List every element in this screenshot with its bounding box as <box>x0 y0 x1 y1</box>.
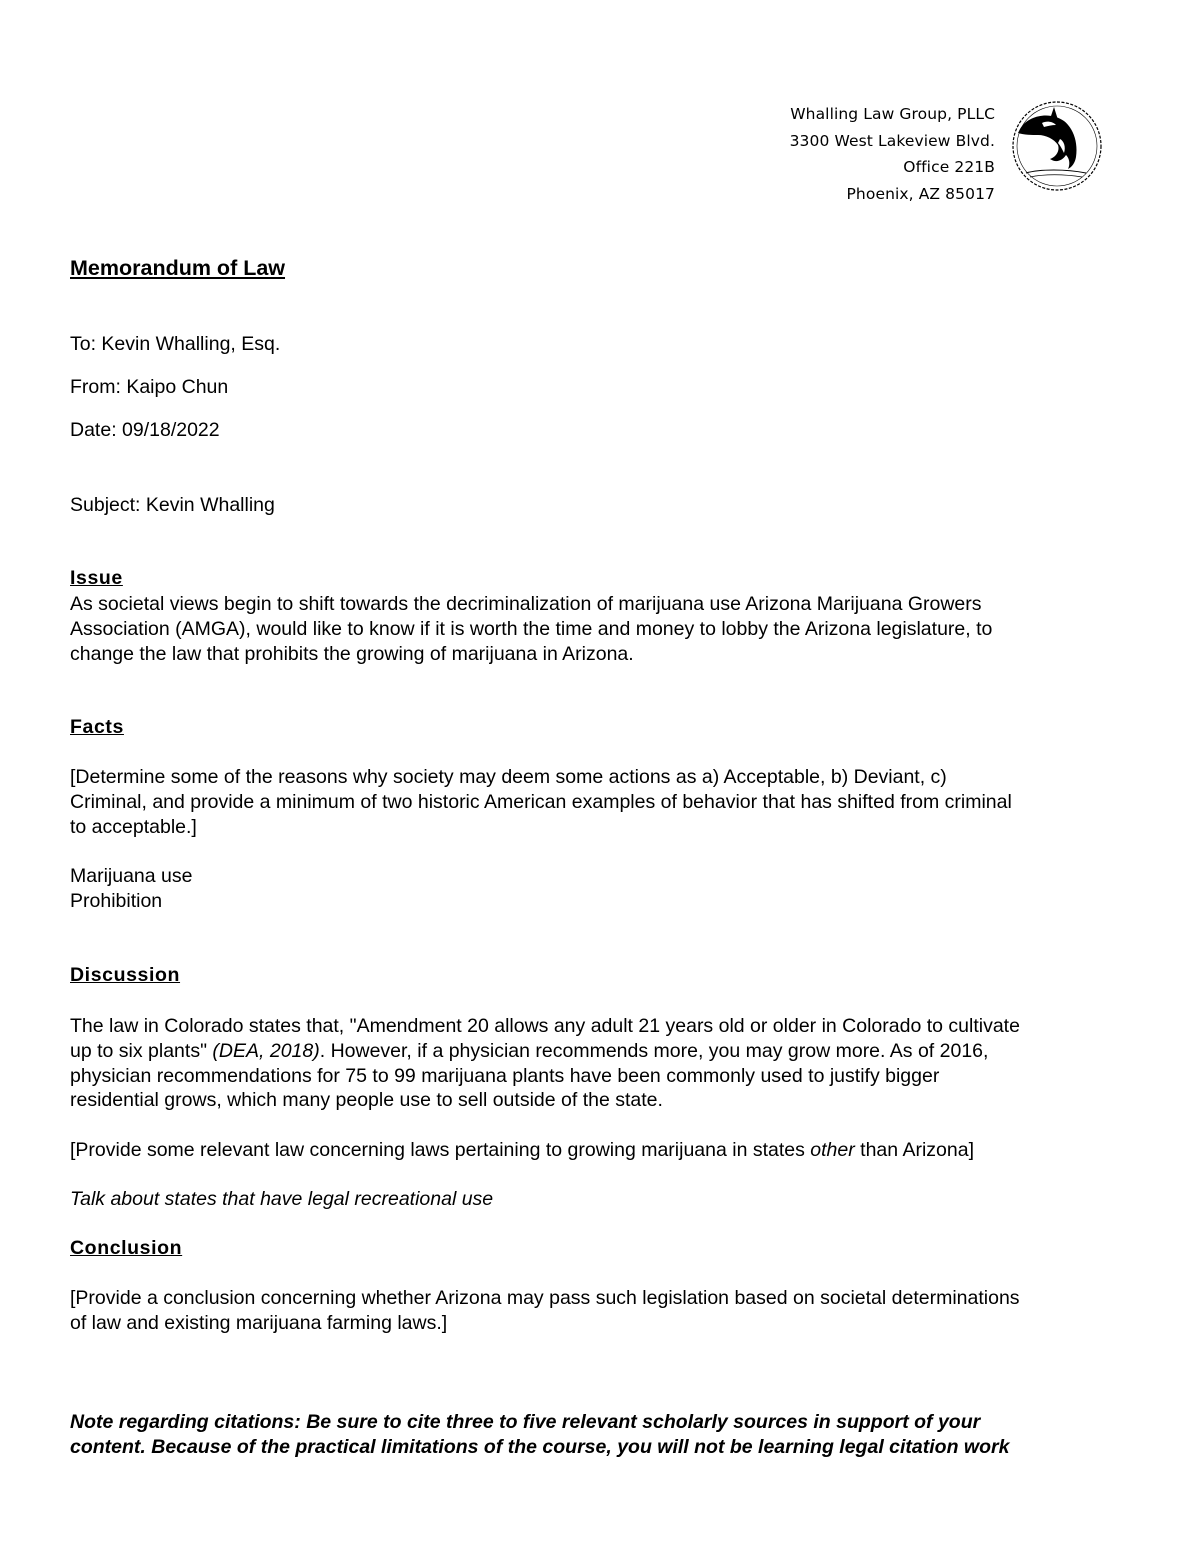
facts-item-marijuana-use: Marijuana use <box>70 865 193 887</box>
issue-paragraph <box>70 592 1135 666</box>
conclusion-prompt <box>70 1286 1135 1336</box>
discussion-prompt-b: than Arizona] <box>854 1139 974 1161</box>
discussion-line: The law in Colorado states that, "Amendment 20 allows any adult 21 years old or older in Colorado to cultivate <box>70 1015 1020 1037</box>
suite-number: Office 221B <box>903 158 995 176</box>
discussion-line: physician recommendations for 75 to 99 marijuana plants have been commonly used to justify bigger <box>70 1064 940 1087</box>
citation-note-line: content. Because of the practical limitations of the course, you will not be learning legal citation work <box>70 1435 1010 1458</box>
citation-note-line: Note regarding citations: Be sure to cite three to five relevant scholarly sources in support of your <box>70 1411 981 1433</box>
discussion-line <box>70 1039 1135 1064</box>
firm-name: Whalling Law Group, PLLC <box>790 105 995 123</box>
facts-prompt-line: Criminal, and provide a minimum of two historic American examples of behavior that has shifted from criminal <box>70 790 1012 813</box>
conclusion-line: of law and existing marijuana farming laws.] <box>70 1311 448 1334</box>
facts-list <box>70 864 1135 914</box>
discussion-line-rest: . However, if a physician recommends more, you may grow more. As of 2016, <box>319 1039 989 1062</box>
recreational-use-note: Talk about states that have legal recreational use <box>70 1188 494 1210</box>
memo-subject: Subject: Kevin Whalling <box>70 494 275 516</box>
facts-item-prohibition: Prohibition <box>70 889 163 912</box>
facts-heading: Facts <box>70 716 124 738</box>
discussion-quote-end: up to six plants" <box>70 1039 213 1062</box>
conclusion-line: [Provide a conclusion concerning whether Arizona may pass such legislation based on societal determinations <box>70 1287 1020 1309</box>
dea-citation: (DEA, 2018) <box>212 1039 320 1062</box>
memo-date: Date: 09/18/2022 <box>70 419 220 441</box>
discussion-line: residential grows, which many people use to sell outside of the state. <box>70 1089 663 1112</box>
street-address: 3300 West Lakeview Blvd. <box>789 131 995 150</box>
citation-note <box>70 1410 1009 1460</box>
memo-title: Memorandum of Law <box>70 256 286 280</box>
city-state-zip: Phoenix, AZ 85017 <box>846 184 995 203</box>
issue-heading: Issue <box>70 567 123 589</box>
discussion-paragraph <box>70 1014 1135 1113</box>
issue-line: As societal views begin to shift towards the decriminalization of marijuana use Arizona Marijuana Growers <box>70 593 982 615</box>
facts-prompt-line: [Determine some of the reasons why society may deem some actions as a) Acceptable, b) Deviant, c) <box>70 766 947 788</box>
facts-prompt <box>70 765 1135 839</box>
letterhead-address <box>790 101 995 207</box>
issue-line: change the law that prohibits the growing of marijuana in Arizona. <box>70 642 634 665</box>
facts-prompt-line: to acceptable.] <box>70 815 197 838</box>
memo-to: To: Kevin Whalling, Esq. <box>70 333 281 355</box>
discussion-heading: Discussion <box>70 964 181 986</box>
memo-from: From: Kaipo Chun <box>70 376 229 398</box>
discussion-prompt <box>70 1138 1135 1163</box>
issue-line: Association (AMGA), would like to know if it is worth the time and money to lobby the Arizona legislature, to <box>70 617 993 640</box>
orca-whale-seal-icon <box>1006 99 1104 195</box>
discussion-prompt-other: other <box>810 1139 855 1161</box>
conclusion-heading: Conclusion <box>70 1237 183 1259</box>
discussion-prompt-line <box>70 1138 1135 1163</box>
discussion-prompt-a: [Provide some relevant law concerning laws pertaining to growing marijuana in states <box>70 1139 811 1161</box>
